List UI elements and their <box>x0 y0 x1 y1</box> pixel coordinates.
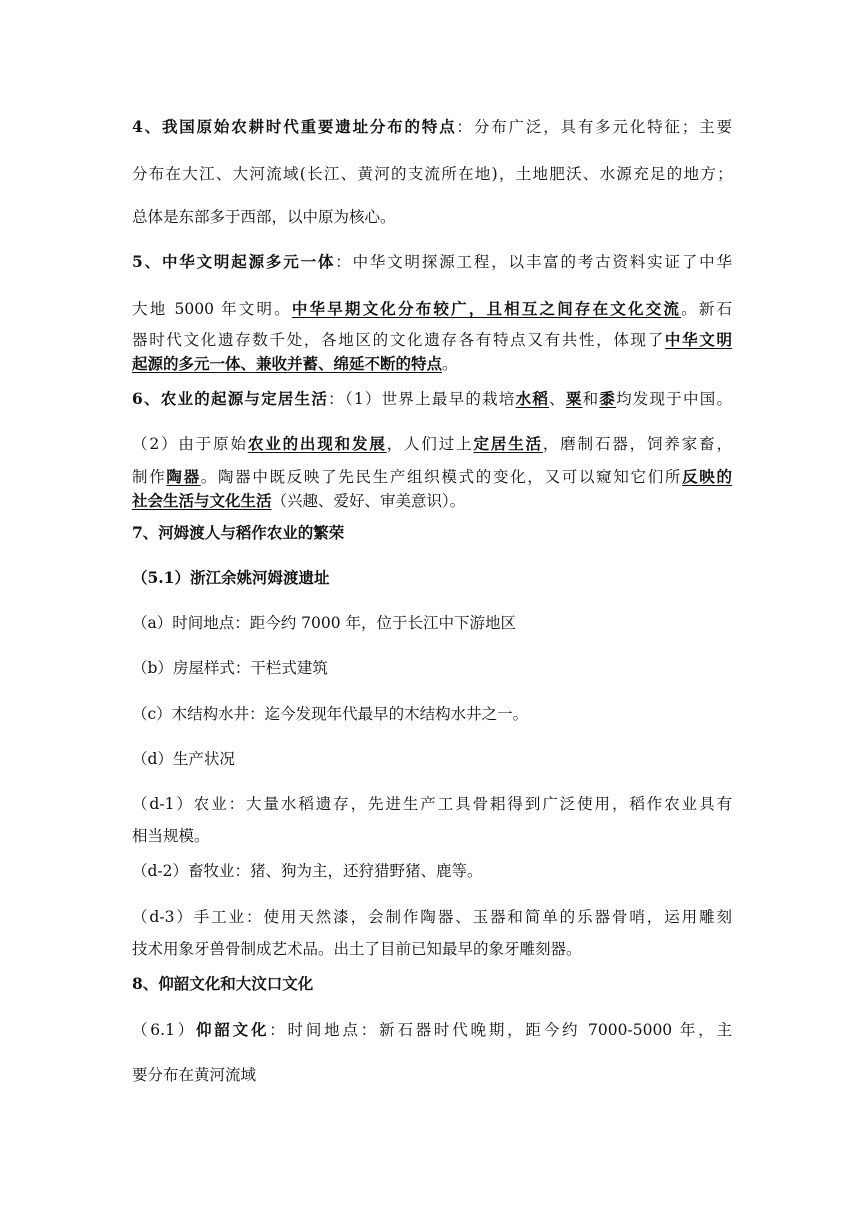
emphasis-settled-life: 定居生活 <box>473 434 543 453</box>
emphasis-agriculture: 农业的出现和发展 <box>247 434 387 453</box>
section-8-heading: 8、仰韶文化和大汶口文化 <box>132 974 314 993</box>
item-d1-line-1: （d-1）农业：大量水稻遗存，先进生产工具骨耜得到广泛使用，稻作农业具有 <box>132 795 732 813</box>
emphasis-broomcorn-millet: 黍 <box>599 389 617 408</box>
section-8-line-1: （6.1）仰韶文化：时间地点：新石器时代晚期，距今约 7000-5000 年，主 <box>132 1020 732 1039</box>
section-6-line-2: （2）由于原始农业的出现和发展，人们过上定居生活，磨制石器，饲养家畜， <box>132 434 732 453</box>
section-5-line-2: 大地 5000 年文明。中华早期文化分布较广，且相互之间存在文化交流。新石 <box>132 299 732 318</box>
section-7-subheading: （5.1）浙江余姚河姆渡遗址 <box>132 568 330 587</box>
emphasis-cultural-exchange: 中华早期文化分布较广，且相互之间存在文化交流 <box>291 299 682 318</box>
section-6-line-3: 制作陶器。陶器中既反映了先民生产组织模式的变化，又可以窥知它们所反映的 <box>132 467 732 486</box>
section-5-line-3: 器时代文化遗存数千处，各地区的文化遗存各有特点又有共性，体现了中华文明 <box>132 330 732 349</box>
emphasis-pottery: 陶器 <box>166 467 201 486</box>
item-d2: （d-2）畜牧业：猪、狗为主，还狩猎野猪、鹿等。 <box>132 862 483 880</box>
item-d1-line-2: 相当规模。 <box>132 827 210 845</box>
item-c: （c）木结构水井：迄今发现年代最早的木结构水井之一。 <box>132 705 529 723</box>
item-d: （d）生产状况 <box>132 750 235 768</box>
section-5-line-4: 起源的多元一体、兼收并蓄、绵延不断的特点。 <box>132 354 458 373</box>
section-8-line-2: 要分布在黄河流域 <box>132 1066 257 1084</box>
emphasis-reflected-b: 社会生活与文化生活 <box>132 491 272 510</box>
item-b: （b）房屋样式：干栏式建筑 <box>132 659 328 677</box>
section-6-line-1: 6、农业的起源与定居生活：（1）世界上最早的栽培水稻、粟和黍均发现于中国。 <box>132 389 732 408</box>
emphasis-yangshao: 仰韶文化 <box>196 1020 270 1039</box>
section-6-heading: 6、农业的起源与定居生活 <box>132 389 329 408</box>
emphasis-pluralistic-unity-b: 起源的多元一体、兼收并蓄、绵延不断的特点 <box>132 354 443 373</box>
section-6-line-4: 社会生活与文化生活（兴趣、爱好、审美意识）。 <box>132 491 466 510</box>
section-5-line-1: 5、中华文明起源多元一体：中华文明探源工程，以丰富的考古资料实证了中华 <box>132 252 732 271</box>
emphasis-pluralistic-unity-a: 中华文明 <box>664 330 732 349</box>
item-a: （a）时间地点：距今约 7000 年，位于长江中下游地区 <box>132 614 517 632</box>
emphasis-millet: 粟 <box>565 389 583 408</box>
section-4-line-2: 分布在大江、大河流域(长江、黄河的支流所在地)，土地肥沃、水源充足的地方； <box>132 165 732 183</box>
section-7-heading: 7、河姆渡人与稻作农业的繁荣 <box>132 523 345 542</box>
emphasis-reflected-a: 反映的 <box>682 467 732 486</box>
item-d3-line-1: （d-3）手工业：使用天然漆，会制作陶器、玉器和简单的乐器骨哨，运用雕刻 <box>132 908 732 926</box>
section-4-line-3: 总体是东部多于西部，以中原为核心。 <box>132 208 396 226</box>
section-5-heading: 5、中华文明起源多元一体 <box>132 252 336 271</box>
section-4-heading: 4、我国原始农耕时代重要遗址分布的特点 <box>132 117 457 136</box>
section-4-line-1: 4、我国原始农耕时代重要遗址分布的特点：分布广泛，具有多元化特征；主要 <box>132 117 732 136</box>
item-d3-line-2: 技术用象牙兽骨制成艺术品。出土了目前已知最早的象牙雕刻器。 <box>132 940 582 958</box>
emphasis-rice: 水稻 <box>515 389 550 408</box>
